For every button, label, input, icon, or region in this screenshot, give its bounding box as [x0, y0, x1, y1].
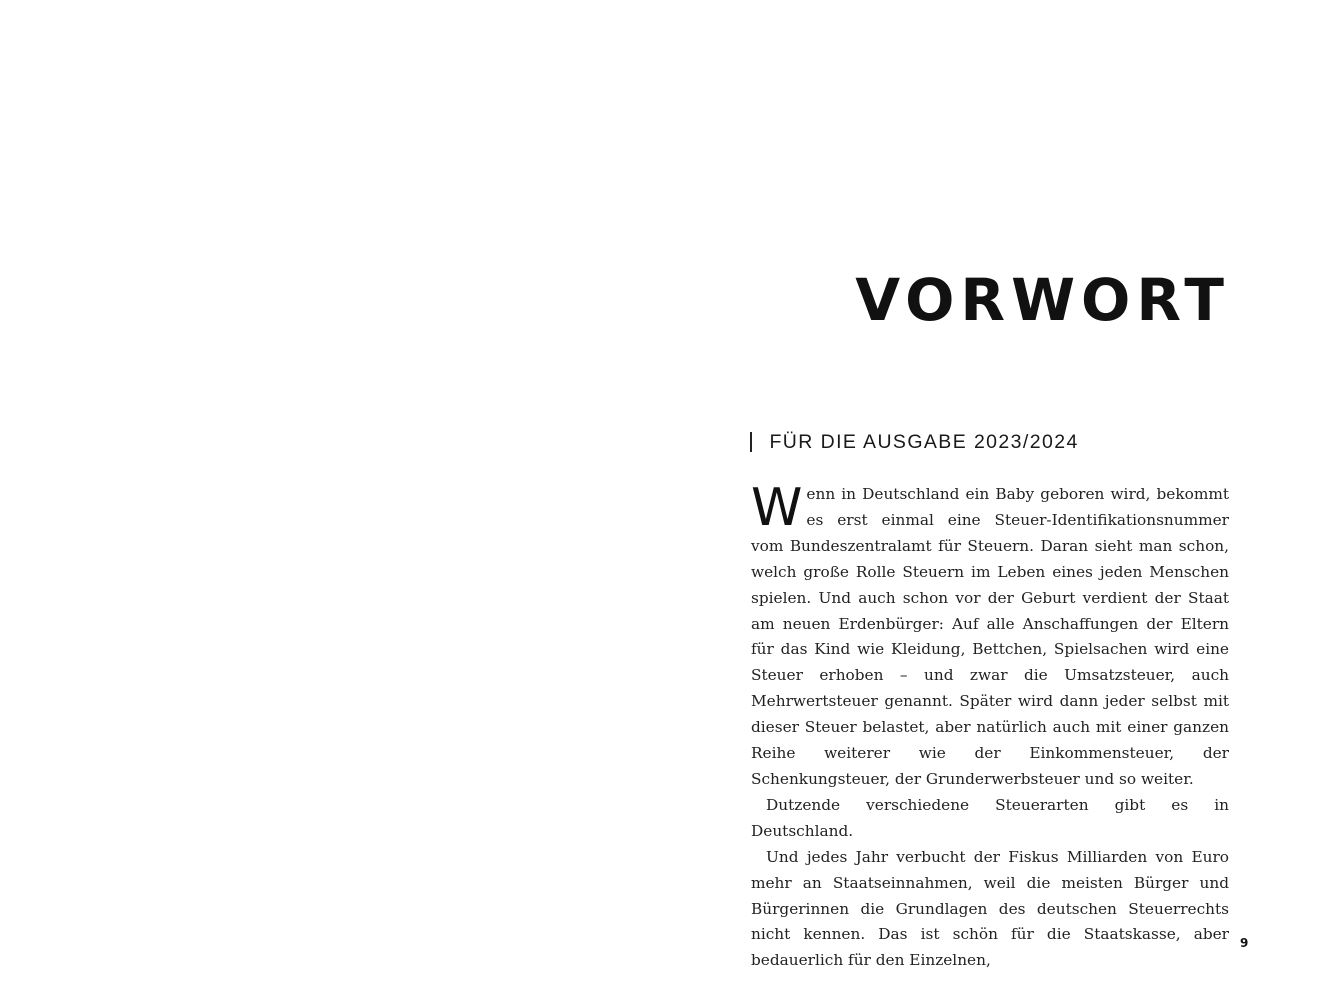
page-number: 9 [1240, 936, 1249, 950]
paragraph-3: Und jedes Jahr verbucht der Fiskus Milliarden von Euro mehr an Staatseinnahmen, weil die meisten Bürger und Bürgerinnen die Grundlagen des deutschen Steuerrechts nicht kennen. Das ist schön für die Staatskasse, aber bedauerlich für den Einzelnen, [751, 847, 1229, 970]
drop-cap: W [751, 478, 803, 538]
paragraph-2: Dutzende verschiedene Steuerarten gibt es in Deutschland. [751, 795, 1229, 840]
body-text [751, 478, 1229, 974]
section-heading [750, 430, 1079, 454]
chapter-title: VORWORT [855, 266, 1230, 334]
section-heading-text: FÜR DIE AUSGABE 2023/2024 [769, 430, 1079, 453]
paragraph-1-text: enn in Deutschland ein Baby geboren wird, bekommt es erst einmal eine Steuer-Identifikationsnummer vom Bundeszentralamt für Steuern. Daran sieht man schon, welch große Rolle Steuern im Leben eines jeden Menschen spielen. Und auch schon vor der Geburt verdient der Staat am neuen Erdenbürger: Auf alle Anschaffungen der Eltern für das Kind wie Kleidung, Bettchen, Spielsachen wird eine Steuer erhoben – und zwar die Umsatzsteuer, auch Mehrwertsteuer genannt. Später wird dann jeder selbst mit dieser Steuer belastet, aber natürlich auch mit einer ganzen Reihe weiterer wie der Einkommensteuer, der Schenkungsteuer, der Grunderwerbsteuer und so weiter. [751, 485, 1229, 788]
paragraph-1 [751, 478, 1229, 793]
heading-rule [750, 432, 752, 452]
